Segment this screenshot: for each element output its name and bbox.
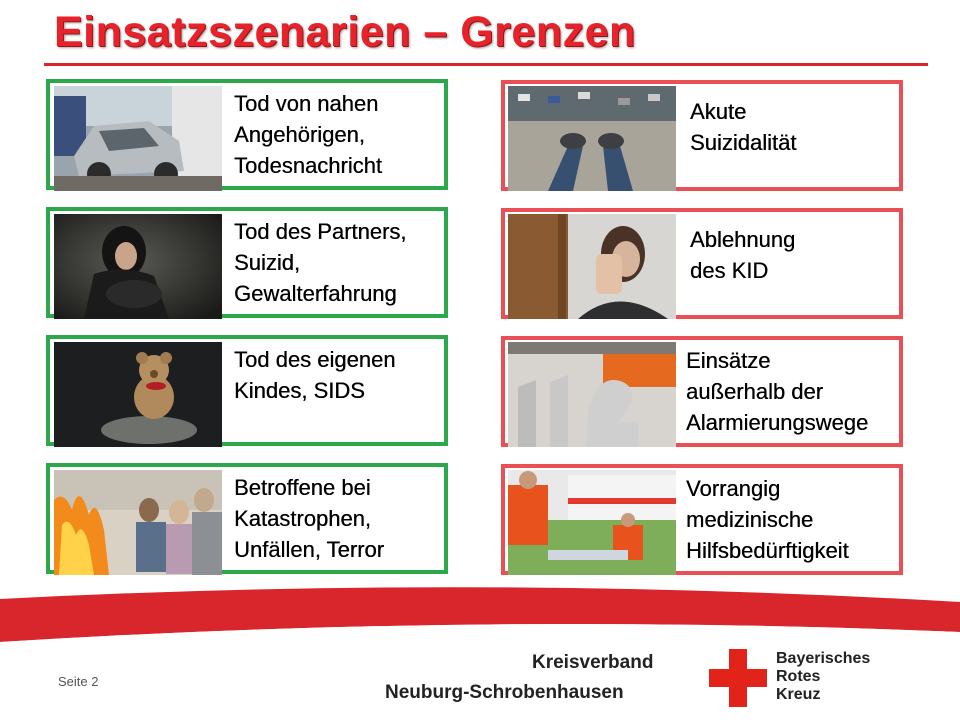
scenario-card-rejection — [501, 208, 903, 319]
edge-of-roof-photo — [508, 86, 676, 191]
card-line: Suizid, — [234, 250, 301, 275]
card-line: Tod des Partners, — [234, 219, 407, 244]
card-line: medizinische — [686, 507, 814, 532]
card-line: Todesnachricht — [234, 153, 382, 178]
region-label: Neuburg-Schrobenhausen — [385, 682, 624, 703]
card-text — [234, 344, 395, 406]
fire-disaster-photo — [54, 470, 222, 575]
card-line: Tod von nahen — [234, 91, 379, 116]
teddy-bear-photo — [54, 342, 222, 447]
card-line: Akute — [690, 99, 747, 124]
title-underline — [44, 63, 928, 66]
brk-line: Bayerisches — [776, 650, 871, 667]
card-line: Alarmierungswege — [686, 410, 869, 435]
rejecting-hand-photo — [508, 214, 676, 319]
card-line: Angehörigen, — [234, 122, 365, 147]
page-number: Seite 2 — [58, 674, 99, 689]
card-text — [234, 88, 382, 181]
card-line: Suizidalität — [690, 130, 797, 155]
brk-line: Kreuz — [776, 686, 821, 703]
card-text — [690, 224, 795, 286]
card-text — [686, 345, 868, 438]
card-text — [686, 473, 849, 566]
paramedics-photo — [508, 470, 676, 575]
card-text — [234, 472, 384, 565]
scenario-card-acute-suicidality — [501, 80, 903, 191]
scenario-card-medical-need — [501, 464, 903, 575]
footer-red-band — [0, 584, 960, 654]
card-text — [690, 96, 796, 158]
card-line: Gewalterfahrung — [234, 281, 397, 306]
scenario-card-outside-alarm-channels — [501, 336, 903, 447]
scenario-card-disaster-victims — [46, 463, 448, 574]
scenario-card-death-of-relatives — [46, 79, 448, 190]
card-line: Hilfsbedürftigkeit — [686, 538, 849, 563]
red-cross-logo-icon — [709, 649, 767, 707]
brk-line: Rotes — [776, 668, 821, 685]
card-line: Kindes, SIDS — [234, 378, 365, 403]
car-crash-photo — [54, 86, 222, 191]
card-line: des KID — [690, 258, 769, 283]
card-line: Katastrophen, — [234, 506, 371, 531]
card-line: außerhalb der — [686, 379, 823, 404]
card-line: Vorrangig — [686, 476, 781, 501]
brk-wordmark — [776, 650, 870, 704]
emergency-112-photo — [508, 342, 676, 447]
card-line: Unfällen, Terror — [234, 537, 384, 562]
kreisverband-label: Kreisverband — [532, 652, 654, 673]
grieving-person-photo — [54, 214, 222, 319]
card-line: Betroffene bei — [234, 475, 371, 500]
scenario-card-death-of-partner — [46, 207, 448, 318]
card-line: Einsätze — [686, 348, 771, 373]
slide-title: Einsatzszenarien – Grenzen — [54, 8, 636, 56]
scenario-card-death-of-child — [46, 335, 448, 446]
card-line: Ablehnung — [690, 227, 796, 252]
card-text — [234, 216, 406, 309]
card-line: Tod des eigenen — [234, 347, 396, 372]
